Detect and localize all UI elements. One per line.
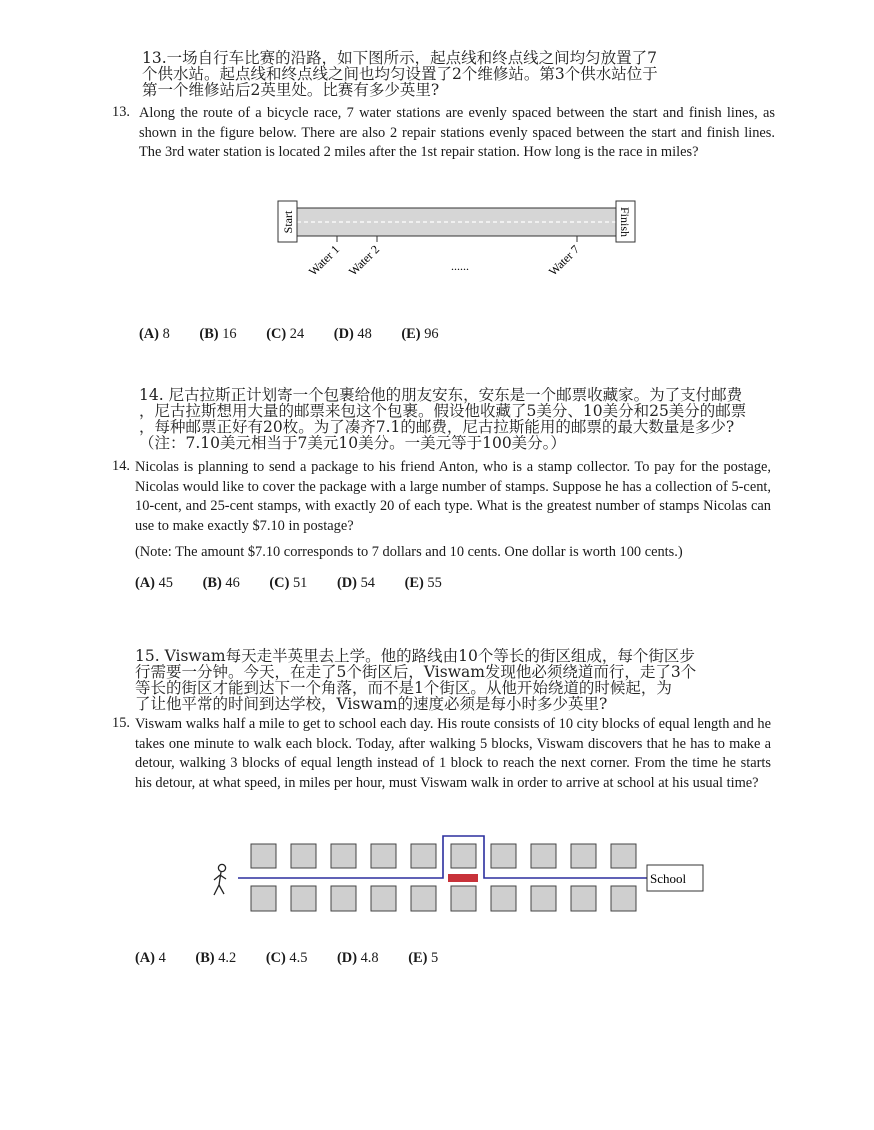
race-route-figure [270, 195, 650, 300]
zh-line: 了让他平常的时间到达学校，Viswam的速度必须是每小时多少英里? [135, 695, 608, 713]
bottom-blocks [251, 886, 636, 911]
zh-line: 第一个维修站后2英里处。比赛有多少英里? [142, 81, 440, 99]
zh-line: 14. 尼古拉斯正计划寄一个包裹给他的朋友安东，安东是一个邮票收藏家。为了支付邮费 [139, 386, 743, 404]
problem-15-chinese-text [135, 648, 696, 712]
choice-e[interactable]: (E) 55 [404, 575, 442, 591]
road [297, 208, 617, 236]
zh-line: ，尼古拉斯想用大量的邮票来包这个包裹。假设他收藏了5美分、10美分和25美分的邮票 [139, 402, 747, 420]
problem-14-english-text: Nicolas is planning to send a package to his friend Anton, who is a stamp collector. To pay for the postage, Nicolas would like to cover the package with a large number of stamps. Suppose he has a collection of 5-cent, 10-cent, and 25-cent stamps, with exactly 20 of each type. What is the greatest number of stamps Nicolas can use to make exactly $7.10 in postage? [135, 459, 771, 534]
zh-line: 等长的街区才能到达下一个角落，而不是1个街区。从他开始绕道的时候起，为 [135, 679, 672, 697]
zh-line: （注：7.10美元相当于7美元10美分。一美元等于100美分。） [139, 434, 566, 452]
walker-icon [214, 864, 226, 895]
problem-14-number: 14. [112, 458, 130, 474]
finish-label: Finish [618, 206, 632, 238]
choice-b[interactable]: (B) 46 [202, 575, 240, 591]
road-block [448, 874, 478, 882]
choice-a[interactable]: (A) 45 [135, 575, 173, 591]
choice-a[interactable]: (A) 8 [139, 326, 170, 342]
zh-line: 13.一场自行车比赛的沿路，如下图所示，起点线和终点线之间均匀放置了7 [142, 49, 658, 67]
water-7-label: Water 7 [545, 242, 583, 279]
choice-e[interactable]: (E) 96 [401, 326, 439, 342]
problem-15-choices [135, 950, 464, 967]
zh-line: 行需要一分钟。今天，在走了5个街区后，Viswam发现他必须绕道而行，走了3个 [135, 663, 697, 681]
water-2-label: Water 2 [345, 242, 383, 279]
zh-line: 个供水站。起点线和终点线之间也均匀设置了2个维修站。第3个供水站位于 [142, 65, 658, 83]
choice-c[interactable]: (C) 24 [266, 326, 305, 342]
detour-route-figure [205, 830, 715, 920]
choice-a[interactable]: (A) 4 [135, 950, 166, 966]
problem-15-english-text: Viswam walks half a mile to get to school each day. His route consists of 10 city blocks of equal length and he takes one minute to walk each block. Today, after walking 5 blocks, Viswam discovers that he has to make a detour, walking 3 blocks of equal length instead of 1 block to reach the next corner. From the time he starts his detour, at what speed, in miles per hour, must Viswam walk in order to arrive at school at his usual time? [135, 716, 771, 791]
start-label: Start [281, 210, 295, 234]
problem-13-chinese-text [142, 50, 658, 98]
problem-13-english-text: Along the route of a bicycle race, 7 water stations are evenly spaced between the start and finish lines, as shown in the figure below. There are also 2 repair stations evenly spaced between the start and finish lines. The 3rd water station is located 2 miles after the 1st repair station. How long is the race in miles? [139, 105, 775, 161]
problem-14-chinese-text [139, 387, 746, 451]
choice-d[interactable]: (D) 54 [336, 575, 375, 591]
problem-14-choices [135, 575, 468, 592]
choice-b[interactable]: (B) 4.2 [195, 950, 237, 966]
choice-c[interactable]: (C) 4.5 [265, 950, 308, 966]
problem-13-choices [139, 326, 465, 343]
choice-c[interactable]: (C) 51 [269, 575, 308, 591]
problem-14-note: (Note: The amount $7.10 corresponds to 7 dollars and 10 cents. One dollar is worth 100 cents.) [135, 544, 683, 560]
problem-13-number: 13. [112, 104, 130, 120]
problem-15-number: 15. [112, 715, 130, 731]
choice-b[interactable]: (B) 16 [199, 326, 237, 342]
water-1-label: Water 1 [305, 242, 343, 279]
zh-line: ，每种邮票正好有20枚。为了凑齐7.1的邮费，尼古拉斯能用的邮票的最大数量是多少? [139, 418, 735, 436]
school-label: School [650, 871, 687, 886]
choice-e[interactable]: (E) 5 [408, 950, 439, 966]
zh-line: 15. Viswam每天走半英里去上学。他的路线由10个等长的街区组成，每个街区步 [135, 647, 695, 665]
ellipsis: ...... [451, 259, 469, 273]
choice-d[interactable]: (D) 4.8 [337, 950, 379, 966]
choice-d[interactable]: (D) 48 [333, 326, 372, 342]
